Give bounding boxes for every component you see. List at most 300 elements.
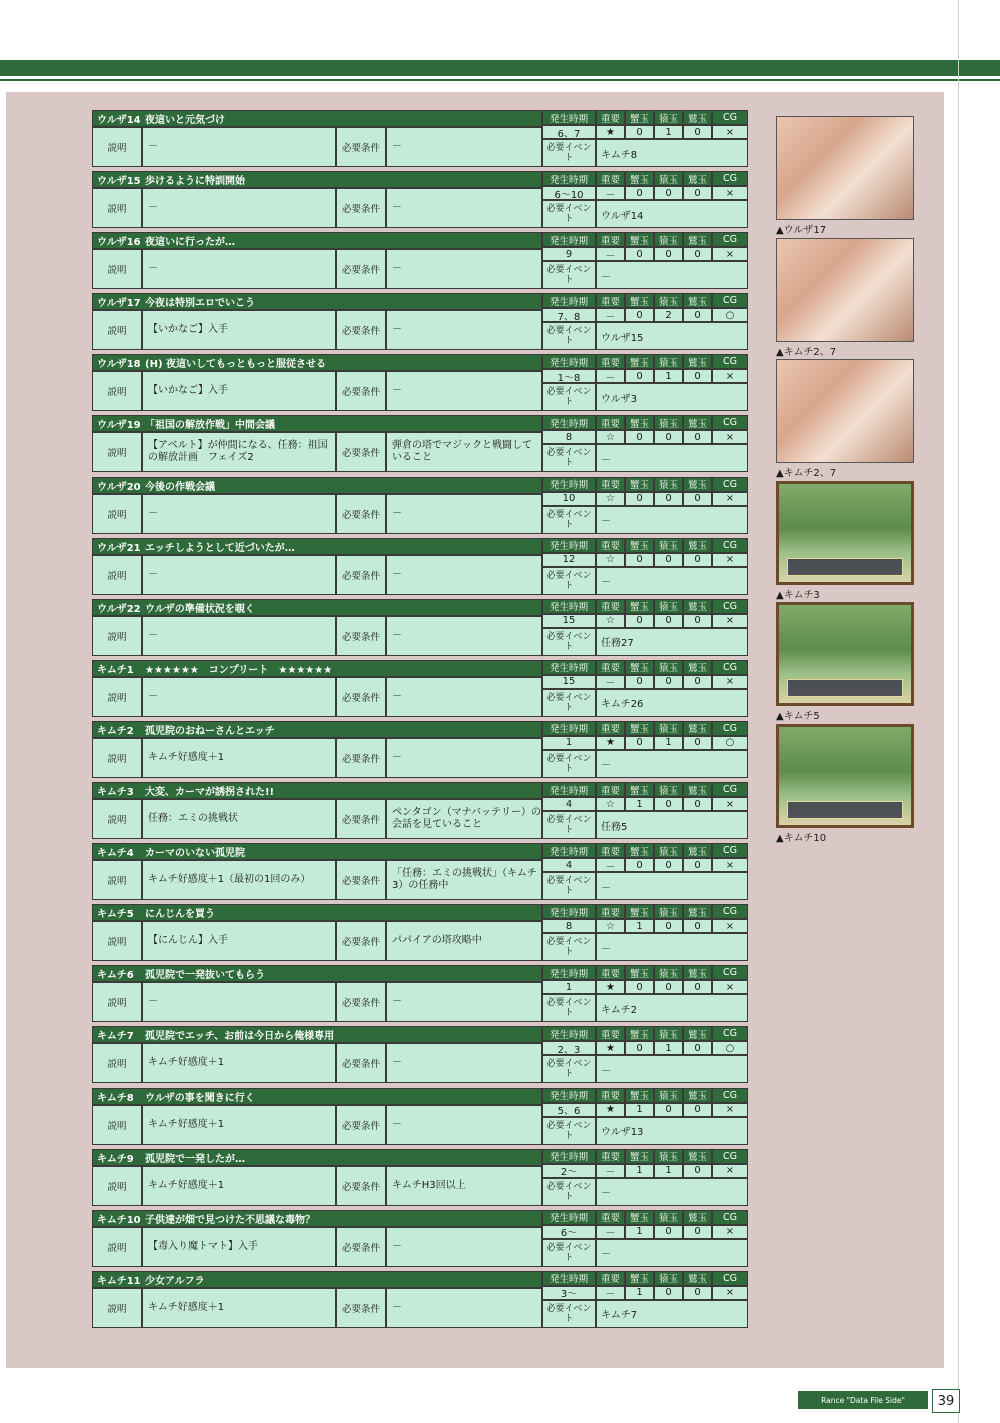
value-importance: ☆ bbox=[596, 614, 625, 628]
thumbnail-image bbox=[776, 724, 914, 828]
header-period: 発生時期 bbox=[542, 293, 596, 308]
value-importance: － bbox=[596, 247, 625, 261]
entry-title-bar bbox=[92, 1088, 542, 1105]
value-crab: 1 bbox=[625, 1103, 654, 1117]
event-label: 必要イベント bbox=[542, 383, 596, 411]
event-value: キムチ26 bbox=[596, 689, 748, 717]
header-eagle: 鷲玉 bbox=[683, 110, 712, 125]
value-monkey: 0 bbox=[654, 1225, 683, 1239]
entry-id: キムチ10 bbox=[97, 1214, 141, 1226]
description-value: 【毒入り魔トマト】入手 bbox=[142, 1227, 336, 1267]
requirement-label: 必要条件 bbox=[336, 432, 386, 472]
value-crab: 1 bbox=[625, 1286, 654, 1300]
value-cg: ○ bbox=[712, 308, 748, 322]
description-value: 【いかなご】入手 bbox=[142, 371, 336, 411]
value-monkey: 0 bbox=[654, 186, 683, 200]
description-label: 説明 bbox=[92, 432, 142, 472]
requirement-value: － bbox=[386, 738, 542, 778]
entry-title-bar bbox=[92, 660, 542, 677]
header-crab: 蟹玉 bbox=[625, 1210, 654, 1225]
value-period: 6、7 bbox=[542, 125, 596, 139]
header-monkey: 猿玉 bbox=[654, 538, 683, 553]
value-crab: 0 bbox=[625, 247, 654, 261]
event-table bbox=[92, 108, 752, 1330]
thumbnail-image bbox=[776, 238, 914, 342]
event-label: 必要イベント bbox=[542, 567, 596, 595]
thumbnail-image bbox=[776, 116, 914, 220]
value-eagle: 0 bbox=[683, 369, 712, 383]
thumbnail-caption: ▲キムチ2、7 bbox=[776, 346, 837, 358]
event-label: 必要イベント bbox=[542, 811, 596, 839]
event-value: － bbox=[596, 1239, 748, 1267]
event-value: ウルザ3 bbox=[596, 383, 748, 411]
event-value: － bbox=[596, 1055, 748, 1083]
value-period: 4 bbox=[542, 797, 596, 811]
value-crab: 0 bbox=[625, 736, 654, 750]
event-entry bbox=[92, 1147, 752, 1208]
header-period: 発生時期 bbox=[542, 599, 596, 614]
requirement-label: 必要条件 bbox=[336, 1043, 386, 1083]
header-monkey: 猿玉 bbox=[654, 599, 683, 614]
event-entry bbox=[92, 1269, 752, 1330]
value-eagle: 0 bbox=[683, 919, 712, 933]
event-value: キムチ7 bbox=[596, 1300, 748, 1328]
description-value: 【アベルト】が仲間になる、任務：祖国の解放計画 フェイズ2 bbox=[142, 432, 336, 472]
event-value: － bbox=[596, 567, 748, 595]
value-eagle: 0 bbox=[683, 125, 712, 139]
description-label: 説明 bbox=[92, 1105, 142, 1145]
value-eagle: 0 bbox=[683, 553, 712, 567]
header-eagle: 鷲玉 bbox=[683, 721, 712, 736]
header-period: 発生時期 bbox=[542, 1026, 596, 1041]
value-crab: 1 bbox=[625, 797, 654, 811]
header-importance: 重要 bbox=[596, 354, 625, 369]
header-eagle: 鷲玉 bbox=[683, 660, 712, 675]
header-monkey: 猿玉 bbox=[654, 1088, 683, 1103]
value-period: 2～ bbox=[542, 1164, 596, 1178]
header-eagle: 鷲玉 bbox=[683, 538, 712, 553]
entry-title: 「祖国の解放作戦」中間会議 bbox=[145, 420, 275, 432]
entry-title: 歩けるように特訓開始 bbox=[145, 176, 245, 188]
description-value: － bbox=[142, 555, 336, 595]
requirement-label: 必要条件 bbox=[336, 1288, 386, 1328]
header-cg: CG bbox=[712, 538, 748, 553]
entry-id: キムチ5 bbox=[97, 909, 134, 921]
event-entry bbox=[92, 1086, 752, 1147]
entry-title: (H) 夜這いしてもっともっと服従させる bbox=[145, 359, 326, 371]
event-label: 必要イベント bbox=[542, 872, 596, 900]
value-importance: － bbox=[596, 858, 625, 872]
description-value: 【いかなご】入手 bbox=[142, 310, 336, 350]
value-monkey: 0 bbox=[654, 553, 683, 567]
header-monkey: 猿玉 bbox=[654, 843, 683, 858]
header-importance: 重要 bbox=[596, 1088, 625, 1103]
requirement-value: ペンタゴン（マナバッテリー）の会話を見ていること bbox=[386, 799, 542, 839]
value-cg: × bbox=[712, 1225, 748, 1239]
event-value: ウルザ15 bbox=[596, 322, 748, 350]
event-entry bbox=[92, 413, 752, 474]
header-eagle: 鷲玉 bbox=[683, 1088, 712, 1103]
description-value: － bbox=[142, 249, 336, 289]
thumbnail-caption: ▲キムチ3 bbox=[776, 589, 820, 601]
header-importance: 重要 bbox=[596, 660, 625, 675]
description-value: － bbox=[142, 616, 336, 656]
header-eagle: 鷲玉 bbox=[683, 599, 712, 614]
dialog-box-graphic bbox=[787, 801, 903, 819]
entry-id: ウルザ21 bbox=[97, 542, 141, 554]
header-cg: CG bbox=[712, 232, 748, 247]
entry-id: キムチ9 bbox=[97, 1153, 134, 1165]
top-green-bar bbox=[0, 60, 1000, 76]
event-label: 必要イベント bbox=[542, 444, 596, 472]
value-monkey: 1 bbox=[654, 369, 683, 383]
value-monkey: 0 bbox=[654, 1286, 683, 1300]
event-value: ウルザ13 bbox=[596, 1117, 748, 1145]
entry-title: カーマのいない孤児院 bbox=[145, 848, 245, 860]
header-monkey: 猿玉 bbox=[654, 171, 683, 186]
value-eagle: 0 bbox=[683, 797, 712, 811]
header-importance: 重要 bbox=[596, 232, 625, 247]
header-eagle: 鷲玉 bbox=[683, 782, 712, 797]
value-cg: × bbox=[712, 797, 748, 811]
requirement-label: 必要条件 bbox=[336, 982, 386, 1022]
entry-id: ウルザ19 bbox=[97, 420, 141, 432]
thumbnail-column bbox=[776, 116, 916, 845]
header-cg: CG bbox=[712, 1026, 748, 1041]
event-label: 必要イベント bbox=[542, 1117, 596, 1145]
value-eagle: 0 bbox=[683, 614, 712, 628]
header-eagle: 鷲玉 bbox=[683, 1026, 712, 1041]
value-eagle: 0 bbox=[683, 1286, 712, 1300]
requirement-value: － bbox=[386, 1105, 542, 1145]
value-eagle: 0 bbox=[683, 736, 712, 750]
requirement-label: 必要条件 bbox=[336, 677, 386, 717]
entry-title-bar bbox=[92, 232, 542, 249]
requirement-label: 必要条件 bbox=[336, 555, 386, 595]
value-period: 15 bbox=[542, 614, 596, 628]
value-monkey: 1 bbox=[654, 1164, 683, 1178]
entry-title-bar bbox=[92, 965, 542, 982]
entry-title-bar bbox=[92, 904, 542, 921]
value-period: 1～8 bbox=[542, 369, 596, 383]
value-period: 8 bbox=[542, 919, 596, 933]
entry-title-bar bbox=[92, 538, 542, 555]
event-label: 必要イベント bbox=[542, 139, 596, 167]
value-eagle: 0 bbox=[683, 1041, 712, 1055]
requirement-value: パパイアの塔攻略中 bbox=[386, 921, 542, 961]
header-importance: 重要 bbox=[596, 843, 625, 858]
header-eagle: 鷲玉 bbox=[683, 232, 712, 247]
event-entry bbox=[92, 780, 752, 841]
header-cg: CG bbox=[712, 1088, 748, 1103]
requirement-label: 必要条件 bbox=[336, 1166, 386, 1206]
entry-id: キムチ11 bbox=[97, 1275, 141, 1287]
entry-id: ウルザ17 bbox=[97, 298, 141, 310]
requirement-value: － bbox=[386, 677, 542, 717]
event-value: ウルザ14 bbox=[596, 200, 748, 228]
description-value: キムチ好感度＋1（最初の1回のみ） bbox=[142, 860, 336, 900]
requirement-value: キムチH3回以上 bbox=[386, 1166, 542, 1206]
value-period: 2、3 bbox=[542, 1041, 596, 1055]
value-importance: ★ bbox=[596, 125, 625, 139]
value-crab: 0 bbox=[625, 675, 654, 689]
entry-id: ウルザ16 bbox=[97, 237, 141, 249]
value-monkey: 2 bbox=[654, 308, 683, 322]
header-crab: 蟹玉 bbox=[625, 110, 654, 125]
header-crab: 蟹玉 bbox=[625, 171, 654, 186]
value-crab: 0 bbox=[625, 492, 654, 506]
thumbnail-image bbox=[776, 481, 914, 585]
value-cg: × bbox=[712, 1164, 748, 1178]
value-crab: 0 bbox=[625, 1041, 654, 1055]
requirement-label: 必要条件 bbox=[336, 310, 386, 350]
value-cg: × bbox=[712, 125, 748, 139]
entry-title: 孤児院のおねーさんとエッチ bbox=[145, 725, 275, 737]
entry-title-bar bbox=[92, 1149, 542, 1166]
cg-thumbnail bbox=[776, 602, 916, 724]
header-crab: 蟹玉 bbox=[625, 1149, 654, 1164]
value-cg: × bbox=[712, 430, 748, 444]
header-cg: CG bbox=[712, 171, 748, 186]
entry-title-bar bbox=[92, 110, 542, 127]
description-label: 説明 bbox=[92, 371, 142, 411]
description-label: 説明 bbox=[92, 799, 142, 839]
running-title: Rance "Data File Side" bbox=[798, 1391, 928, 1409]
description-value: － bbox=[142, 188, 336, 228]
value-crab: 1 bbox=[625, 919, 654, 933]
event-label: 必要イベント bbox=[542, 506, 596, 534]
value-importance: ☆ bbox=[596, 492, 625, 506]
value-crab: 0 bbox=[625, 980, 654, 994]
header-importance: 重要 bbox=[596, 599, 625, 614]
header-period: 発生時期 bbox=[542, 721, 596, 736]
header-monkey: 猿玉 bbox=[654, 354, 683, 369]
value-period: 6～ bbox=[542, 1225, 596, 1239]
event-value: キムチ8 bbox=[596, 139, 748, 167]
entry-title: 孤児院で一発抜いてもらう bbox=[145, 970, 265, 982]
description-label: 説明 bbox=[92, 310, 142, 350]
header-cg: CG bbox=[712, 415, 748, 430]
thumbnail-caption: ▲キムチ2、7 bbox=[776, 468, 837, 479]
event-label: 必要イベント bbox=[542, 200, 596, 228]
header-period: 発生時期 bbox=[542, 1088, 596, 1103]
requirement-value: － bbox=[386, 188, 542, 228]
header-period: 発生時期 bbox=[542, 965, 596, 980]
value-eagle: 0 bbox=[683, 980, 712, 994]
value-importance: － bbox=[596, 1164, 625, 1178]
description-value: － bbox=[142, 677, 336, 717]
header-eagle: 鷲玉 bbox=[683, 477, 712, 492]
entry-title: ウルザの準備状況を覗く bbox=[145, 603, 255, 615]
header-importance: 重要 bbox=[596, 782, 625, 797]
value-importance: － bbox=[596, 186, 625, 200]
value-importance: ☆ bbox=[596, 430, 625, 444]
header-monkey: 猿玉 bbox=[654, 965, 683, 980]
value-eagle: 0 bbox=[683, 675, 712, 689]
entry-id: キムチ2 bbox=[97, 725, 134, 737]
value-importance: － bbox=[596, 675, 625, 689]
value-cg: × bbox=[712, 919, 748, 933]
top-green-rule bbox=[0, 79, 1000, 81]
header-eagle: 鷲玉 bbox=[683, 904, 712, 919]
header-crab: 蟹玉 bbox=[625, 782, 654, 797]
header-eagle: 鷲玉 bbox=[683, 415, 712, 430]
thumbnail-image bbox=[776, 359, 914, 463]
header-crab: 蟹玉 bbox=[625, 1088, 654, 1103]
description-value: キムチ好感度＋1 bbox=[142, 738, 336, 778]
event-label: 必要イベント bbox=[542, 1178, 596, 1206]
header-eagle: 鷲玉 bbox=[683, 171, 712, 186]
header-cg: CG bbox=[712, 110, 748, 125]
header-cg: CG bbox=[712, 1271, 748, 1286]
requirement-value: － bbox=[386, 1043, 542, 1083]
description-label: 説明 bbox=[92, 921, 142, 961]
event-value: 任務5 bbox=[596, 811, 748, 839]
event-value: － bbox=[596, 444, 748, 472]
header-eagle: 鷲玉 bbox=[683, 1210, 712, 1225]
event-value: キムチ2 bbox=[596, 994, 748, 1022]
value-period: 7、8 bbox=[542, 308, 596, 322]
value-period: 9 bbox=[542, 247, 596, 261]
header-importance: 重要 bbox=[596, 904, 625, 919]
description-label: 説明 bbox=[92, 127, 142, 167]
header-cg: CG bbox=[712, 477, 748, 492]
entry-title: 今後の作戦会議 bbox=[145, 481, 215, 493]
description-label: 説明 bbox=[92, 1043, 142, 1083]
description-label: 説明 bbox=[92, 982, 142, 1022]
header-importance: 重要 bbox=[596, 110, 625, 125]
value-monkey: 1 bbox=[654, 1041, 683, 1055]
entry-title-bar bbox=[92, 1210, 542, 1227]
requirement-label: 必要条件 bbox=[336, 921, 386, 961]
value-eagle: 0 bbox=[683, 247, 712, 261]
dialog-box-graphic bbox=[787, 558, 903, 576]
header-crab: 蟹玉 bbox=[625, 415, 654, 430]
entry-title: 大変、カーマが誘拐された!! bbox=[145, 787, 275, 799]
header-crab: 蟹玉 bbox=[625, 721, 654, 736]
event-entry bbox=[92, 1208, 752, 1269]
description-value: キムチ好感度＋1 bbox=[142, 1105, 336, 1145]
event-entry bbox=[92, 1024, 752, 1085]
header-crab: 蟹玉 bbox=[625, 965, 654, 980]
value-eagle: 0 bbox=[683, 492, 712, 506]
cg-thumbnail bbox=[776, 724, 916, 846]
value-crab: 1 bbox=[625, 1164, 654, 1178]
description-label: 説明 bbox=[92, 616, 142, 656]
value-monkey: 0 bbox=[654, 919, 683, 933]
entry-title: 少女アルフラ bbox=[145, 1275, 205, 1287]
value-cg: × bbox=[712, 492, 748, 506]
entry-id: ウルザ14 bbox=[97, 115, 141, 126]
header-cg: CG bbox=[712, 843, 748, 858]
value-monkey: 0 bbox=[654, 675, 683, 689]
value-crab: 0 bbox=[625, 430, 654, 444]
requirement-label: 必要条件 bbox=[336, 616, 386, 656]
entry-title-bar bbox=[92, 1271, 542, 1288]
description-value: － bbox=[142, 494, 336, 534]
thumbnail-image bbox=[776, 602, 914, 706]
thumbnail-caption: ▲キムチ10 bbox=[776, 832, 827, 844]
cg-thumbnail bbox=[776, 116, 916, 238]
entry-title-bar bbox=[92, 477, 542, 494]
entry-title-bar bbox=[92, 1026, 542, 1043]
header-cg: CG bbox=[712, 1149, 748, 1164]
header-cg: CG bbox=[712, 599, 748, 614]
entry-title-bar bbox=[92, 843, 542, 860]
value-importance: － bbox=[596, 1286, 625, 1300]
value-cg: ○ bbox=[712, 736, 748, 750]
header-cg: CG bbox=[712, 782, 748, 797]
value-period: 4 bbox=[542, 858, 596, 872]
description-value: キムチ好感度＋1 bbox=[142, 1043, 336, 1083]
requirement-value: － bbox=[386, 310, 542, 350]
value-crab: 0 bbox=[625, 186, 654, 200]
header-period: 発生時期 bbox=[542, 477, 596, 492]
value-period: 3～ bbox=[542, 1286, 596, 1300]
value-cg: × bbox=[712, 369, 748, 383]
entry-title-bar bbox=[92, 599, 542, 616]
event-entry bbox=[92, 963, 752, 1024]
event-value: 任務27 bbox=[596, 628, 748, 656]
value-monkey: 0 bbox=[654, 614, 683, 628]
entry-id: ウルザ22 bbox=[97, 603, 141, 615]
value-importance: ★ bbox=[596, 736, 625, 750]
value-cg: × bbox=[712, 675, 748, 689]
entry-title-bar bbox=[92, 354, 542, 371]
value-monkey: 0 bbox=[654, 247, 683, 261]
requirement-label: 必要条件 bbox=[336, 249, 386, 289]
description-value: 【にんじん】入手 bbox=[142, 921, 336, 961]
value-monkey: 1 bbox=[654, 736, 683, 750]
header-monkey: 猿玉 bbox=[654, 721, 683, 736]
value-crab: 0 bbox=[625, 308, 654, 322]
thumbnail-caption: ▲ウルザ17 bbox=[776, 225, 827, 236]
entry-title: 子供達が畑で見つけた不思議な毒物？ bbox=[145, 1214, 315, 1226]
event-entry bbox=[92, 475, 752, 536]
description-label: 説明 bbox=[92, 1227, 142, 1267]
value-crab: 1 bbox=[625, 1225, 654, 1239]
requirement-label: 必要条件 bbox=[336, 799, 386, 839]
description-value: キムチ好感度＋1 bbox=[142, 1166, 336, 1206]
header-period: 発生時期 bbox=[542, 1149, 596, 1164]
entry-title-bar bbox=[92, 171, 542, 188]
value-crab: 0 bbox=[625, 369, 654, 383]
header-monkey: 猿玉 bbox=[654, 1271, 683, 1286]
event-entry bbox=[92, 169, 752, 230]
header-period: 発生時期 bbox=[542, 171, 596, 186]
event-label: 必要イベント bbox=[542, 1239, 596, 1267]
event-label: 必要イベント bbox=[542, 689, 596, 717]
description-label: 説明 bbox=[92, 1166, 142, 1206]
entry-title: 孤児院で一発したが… bbox=[145, 1153, 245, 1165]
header-eagle: 鷲玉 bbox=[683, 354, 712, 369]
header-monkey: 猿玉 bbox=[654, 1210, 683, 1225]
entry-title: 孤児院でエッチ、お前は今日から俺様専用 bbox=[145, 1031, 335, 1043]
event-entry bbox=[92, 597, 752, 658]
header-monkey: 猿玉 bbox=[654, 904, 683, 919]
requirement-value: － bbox=[386, 1288, 542, 1328]
header-crab: 蟹玉 bbox=[625, 293, 654, 308]
entry-title: 今夜は特別エロでいこう bbox=[145, 298, 255, 310]
header-period: 発生時期 bbox=[542, 232, 596, 247]
entry-id: キムチ8 bbox=[97, 1092, 134, 1104]
header-importance: 重要 bbox=[596, 171, 625, 186]
header-crab: 蟹玉 bbox=[625, 660, 654, 675]
thumbnail-caption: ▲キムチ5 bbox=[776, 711, 820, 722]
binder-line bbox=[958, 0, 959, 1423]
description-label: 説明 bbox=[92, 188, 142, 228]
value-cg: × bbox=[712, 1286, 748, 1300]
